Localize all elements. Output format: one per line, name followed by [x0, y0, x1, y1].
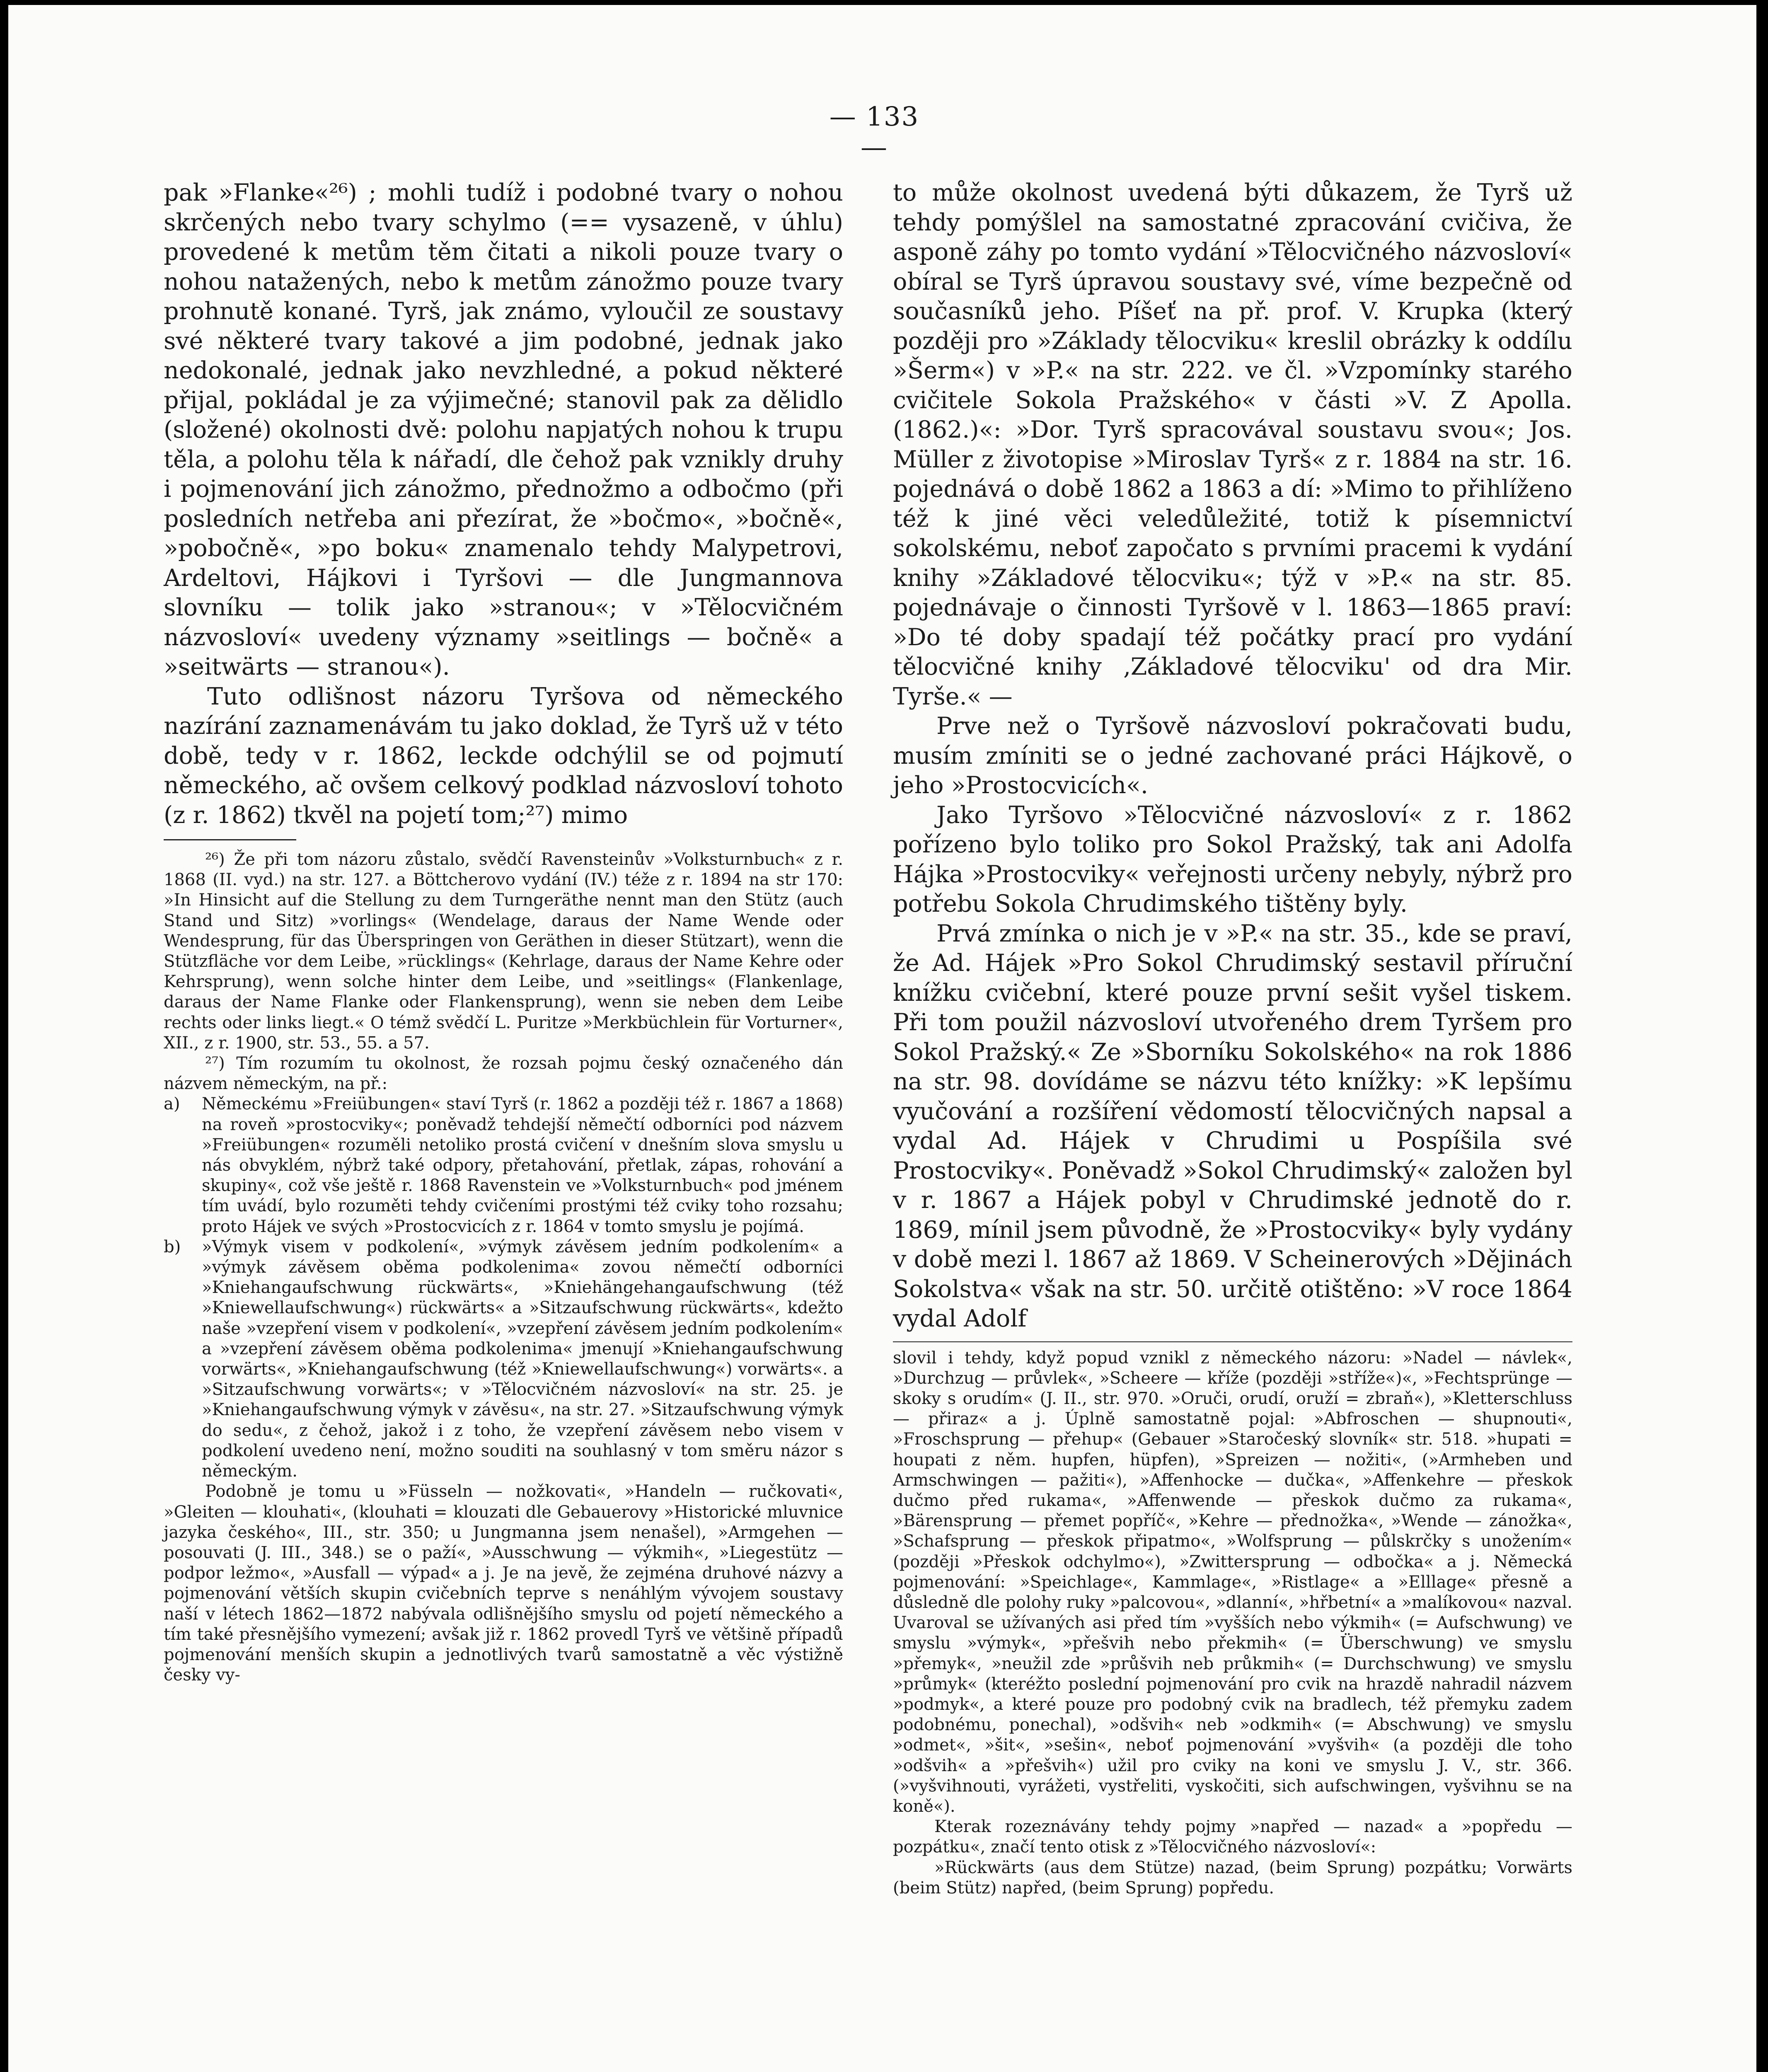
left-paragraph-1: pak »Flanke«²⁶) ; mohli tudíž i podobné tvary o nohou skrčených nebo tvary schylmo (== vysazeně, v úhlu) provedené k metům těm čitati a nikoli pouze tvary o nohou natažených, nebo k metům zánožmo pouze tvary prohnutě konané. Tyrš, jak známo, vyloučil ze soustavy své některé tvary takové a jim podobné, jednak jako nedokonalé, jednak jako nevzhledné, a pokud některé přijal, pokládal je za výjimečné; stanovil pak za dělidlo (složené) okolnosti dvě: polohu napjatých nohou k trupu těla, a polohu těla k nářadí, dle čehož pak vznikly druhy i pojmenování jich zánožmo, přednožmo a odbočmo (při posledních netřeba ani přezírat, že »bočmo«, »bočně«, »pobočně«, »po boku« znamenalo tehdy Malypetrovi, Ardeltovi, Hájkovi i Tyršovi — dle Jungmannova slovníku — tolik jako »stranou«; v »Tělocvičném názvosloví« uvedeny významy »seitlings — bočně« a »seitwärts — stranou«).	[164, 179, 843, 680]
footnote-item-text: »Výmyk visem v podkolení«, »výmyk závěsem jedním podkolením« a »výmyk závěsem oběma podkolenima« zovou němečtí odborníci »Kniehangaufschwung rückwärts«, »Kniehängehangaufschwung (též »Kniewellaufschwung«) rückwärts« a »Sitzaufschwung rückwärts«, kdežto naše »vzepření visem v podkolení«, »vzepření závěsem jedním podkolením« a »vzepření závěsem oběma podkolenima« jmenují »Kniehangaufschwung vorwärts«, »Kniehangaufschwung (též »Kniewellaufschwung«) vorwärts«. a »Sitzaufschwung vorwärts«; v »Tělocvičném názvosloví« na str. 25. je »Kniehangaufschwung výmyk v závěsu«, na str. 27. »Sitzaufschwung výmyk do sedu«, z čehož, jakož i z toho, že vzepření závěsem nebo visem v podkolení uvedeno není, možno souditi na souhlasný v tom směru názor s německým.	[202, 1237, 843, 1481]
footnote-item-label: a)	[164, 1094, 180, 1114]
footnote-item-text: Německému »Freiübungen« staví Tyrš (r. 1862 a později též r. 1867 a 1868) na roveň »prostocviky«; poněvadž tehdejší němečtí odborníci pod názvem »Freiübungen« rozuměli netoliko prostá cvičení v dnešním slova smyslu u nás obvyklém, nýbrž také odpory, přetahování, přetlak, zápas, rohování a skupiny«, což vše ještě r. 1868 Ravenstein ve »Volksturnbuch« pod jménem tím uvádí, bylo rozuměti tehdy cvičeními prostými též cviky toho rozsahu; proto Hájek ve svých »Prostocvicích z r. 1864 v tomto smyslu je pojímá.	[202, 1094, 843, 1236]
scan-border-left	[0, 0, 8, 2072]
left-column	[164, 178, 843, 1685]
footnote-26: ²⁶) Že při tom názoru zůstalo, svědčí Ravensteinův »Volksturnbuch« z r. 1868 (II. vyd.) na str. 127. a Böttcherovo vydání (IV.) téže z r. 1894 na str 170: »In Hinsicht auf die Stellung zu dem Turngeräthe nennt man den Stütz (auch Stand und Sitz) »vorlings« (Wendelage, daraus der Name Wende oder Wendesprung, für das Überspringen von Geräthen in dieser Stützart), wenn die Stützfläche vor dem Leibe, »rücklings« (Kehrlage, daraus der Name Kehre oder Kehrsprung), wenn solche hinter dem Leibe, und »seitlings« (Flankenlage, daraus der Name Flanke oder Flankensprung), wenn sie neben dem Leibe rechts oder links liegt.« O témž svědčí L. Puritze »Merkbüchlein für Vorturner«, XII., z r. 1900, str. 53., 55. a 57.	[164, 850, 843, 1053]
right-paragraph-4: Prvá zmínka o nich je v »P.« na str. 35., kde se praví, že Ad. Hájek »Pro Sokol Chrudimský sestavil příruční knížku cvičební, které pouze první sešit vyšel tiskem. Při tom použil názvosloví utvořeného drem Tyršem pro Sokol Pražský.« Ze »Sborníku Sokolského« na rok 1886 na str. 98. dovídáme se názvu této knížky: »K lepšímu vyučování a rozšíření vědomostí tělocvičných napsal a vydal Ad. Hájek v Chrudimi u Pospíšila své Prostocviky«. Poněvadž »Sokol Chrudimský« založen byl v r. 1867 a Hájek pobyl v Chrudimské jednotě do r. 1869, mínil jsem původně, že »Prostocviky« byly vydány v době mezi l. 1867 až 1869. V Scheinerových »Dějinách Sokolstva« však na str. 50. určitě otištěno: »V roce 1864 vydal Adolf	[893, 920, 1572, 1332]
scan-border-right	[1756, 0, 1768, 2072]
footnote-continued: slovil i tehdy, když popud vznikl z německého názoru: »Nadel — návlek«, »Durchzug — průvlek«, »Scheere — kříže (později »stříže«)«, »Fechtsprünge — skoky s orudím« (J. II., str. 970. »Oruči, orudí, oruží = zbraň«), »Kletterschluss — přiraz« a j. Úplně samostatně pojal: »Abfroschen — shupnouti«, »Froschsprung — přehup« (Gebauer »Staročeský slovník« str. 518. »hupati = houpati z něm. hupfen, hüpfen), »Spreizen — nožiti«, (»Armheben und Armschwingen — pažiti«), »Affenhocke — dučka«, »Affenkehre — přeskok dučmo před rukama«, »Affenwende — přeskok dučmo za rukama«, »Bärensprung — přemet popříč«, »Kehre — přednožka«, »Wende — zánožka«, »Schafsprung — přeskok připatmo«, »Wolfsprung — půlskrčky s unožením« (později »Přeskok odchylmo«), »Zwittersprung — odbočka« a j. Německá pojmenování: »Speichlage«, Kammlage«, »Ristlage« a »Elllage« přesně a důsledně dle polohy ruky »palcovou«, »dlanní«, »hřbetní« a »malíkovou« nazval. Uvaroval se užívaných asi před tím »vyšších nebo výkmih« (= Aufschwung) ve smyslu »výmyk«, »přešvih nebo překmih« (= Überschwung) ve smyslu »přemyk«, »neužil zde »průšvih neb průkmih« (= Durchschwung) ve smyslu »průmyk« (kteréžto poslední pojmenování pro cvik na hrazdě nahradil názvem »podmyk«, a které pouze pro podobný cvik na bradlech, též přemyku zadem podobnému, ponechal), »odšvih« neb »odkmih« (= Abschwung) ve smyslu »odmet«, »šit«, »sešin«, neboť pojmenování »vyšvih« (a později dle toho »odšvih« a »přešvih«) užil pro cviky na koni ve smyslu J. V., str. 366. (»vyšvihnouti, vyrážeti, vystřeliti, vyskočiti, sich aufschwingen, vyšvihnu se na koně«).	[893, 1348, 1572, 1816]
scan-border-top	[0, 0, 1768, 5]
left-paragraph-2: Tuto odlišnost názoru Tyršova od německého nazírání zaznamenávám tu jako doklad, že Tyrš už v této době, tedy v r. 1862, leckde odchýlil se od pojmutí německého, ač ovšem celkový podklad názvosloví tohoto (z r. 1862) tkvěl na pojetí tom;²⁷) mimo	[164, 683, 843, 829]
right-paragraph-1: to může okolnost uvedená býti důkazem, že Tyrš už tehdy pomýšlel na samostatné zpracování cvičiva, že asponě záhy po tomto vydání »Tělocvičného názvosloví« obíral se Tyrš úpravou soustavy své, víme bezpečně od současníků jeho. Píšeť na př. prof. V. Krupka (který později pro »Základy tělocviku« kreslil obrázky k oddílu »Šerm«) v »P.« na str. 222. ve čl. »Vzpomínky starého cvičitele Sokola Pražského« v části »V. Z Apolla. (1862.)«: »Dor. Tyrš spracovával soustavu svou«; Jos. Müller z životopise »Miroslav Tyrš« z r. 1884 na str. 16. pojednává o době 1862 a 1863 a dí: »Mimo to přihlíženo též k jiné věci veledůležité, totiž k písemnictví sokolskému, neboť započato s prvními pracemi k vydání knihy »Základové tělocviku«; týž v »P.« na str. 85. pojednávaje o činnosti Tyršově v l. 1863—1865 praví: »Do té doby spadají též počátky prací pro vydání tělocvičné knihy ‚Základové tělocviku' od dra Mir. Tyrše.« —	[893, 179, 1572, 710]
footnote-continued-3: »Rückwärts (aus dem Stütze) nazad, (beim Sprung) pozpátku; Vorwärts (beim Stütz) napřed, (beim Sprung) popředu.	[893, 1858, 1572, 1898]
footnote-27-item-b	[164, 1237, 843, 1481]
footnote-separator	[893, 1341, 1572, 1342]
right-column	[893, 178, 1572, 1898]
page-number: — 133 —	[829, 102, 919, 163]
footnote-27-continuation: Podobně je tomu u »Füsseln — nožkovati«, »Handeln — ručkovati«, »Gleiten — klouhati«, (klouhati = klouzati dle Gebauerovy »Historické mluvnice jazyka českého«, III., str. 350; u Jungmanna jsem nenašel), »Armgehen — posouvati (J. III., 348.) se o paží«, »Ausschwung — výkmih«, »Liegestütz — podpor ležmo«, »Ausfall — výpad« a j. Je na jevě, že zejména druhové názvy a pojmenování větších skupin cvičebních teprve s nenáhlým vývojem soustavy naší v létech 1862—1872 nabývala odlišnějšího smyslu od pojetí německého a tím také přesnějšího vymezení; avšak již r. 1862 provedl Tyrš ve většině případů pojmenování menších skupin a jednotlivých tvarů samostatně a věc výstižně česky vy-	[164, 1482, 843, 1685]
right-paragraph-3: Jako Tyršovo »Tělocvičné názvosloví« z r. 1862 pořízeno bylo toliko pro Sokol Pražský, tak ani Adolfa Hájka »Prostocviky« veřejnosti určeny nebyly, nýbrž pro potřebu Sokola Chrudimského tištěny byly.	[893, 801, 1572, 917]
footnote-27-intro: ²⁷) Tím rozumím tu okolnost, že rozsah pojmu český označeného dán názvem německým, na př.:	[164, 1054, 843, 1094]
footnote-rule	[164, 839, 296, 840]
footnote-continued-2: Kterak rozeznávány tehdy pojmy »napřed — nazad« a »popředu — pozpátku«, značí tento otisk z »Tělocvičného názvosloví«:	[893, 1817, 1572, 1857]
right-paragraph-2: Prve než o Tyršově názvosloví pokračovati budu, musím zmíniti se o jedné zachované práci Hájkově, o jeho »Prostocvicích«.	[893, 712, 1572, 799]
footnote-item-label: b)	[164, 1237, 181, 1256]
footnote-27-item-a	[164, 1094, 843, 1237]
